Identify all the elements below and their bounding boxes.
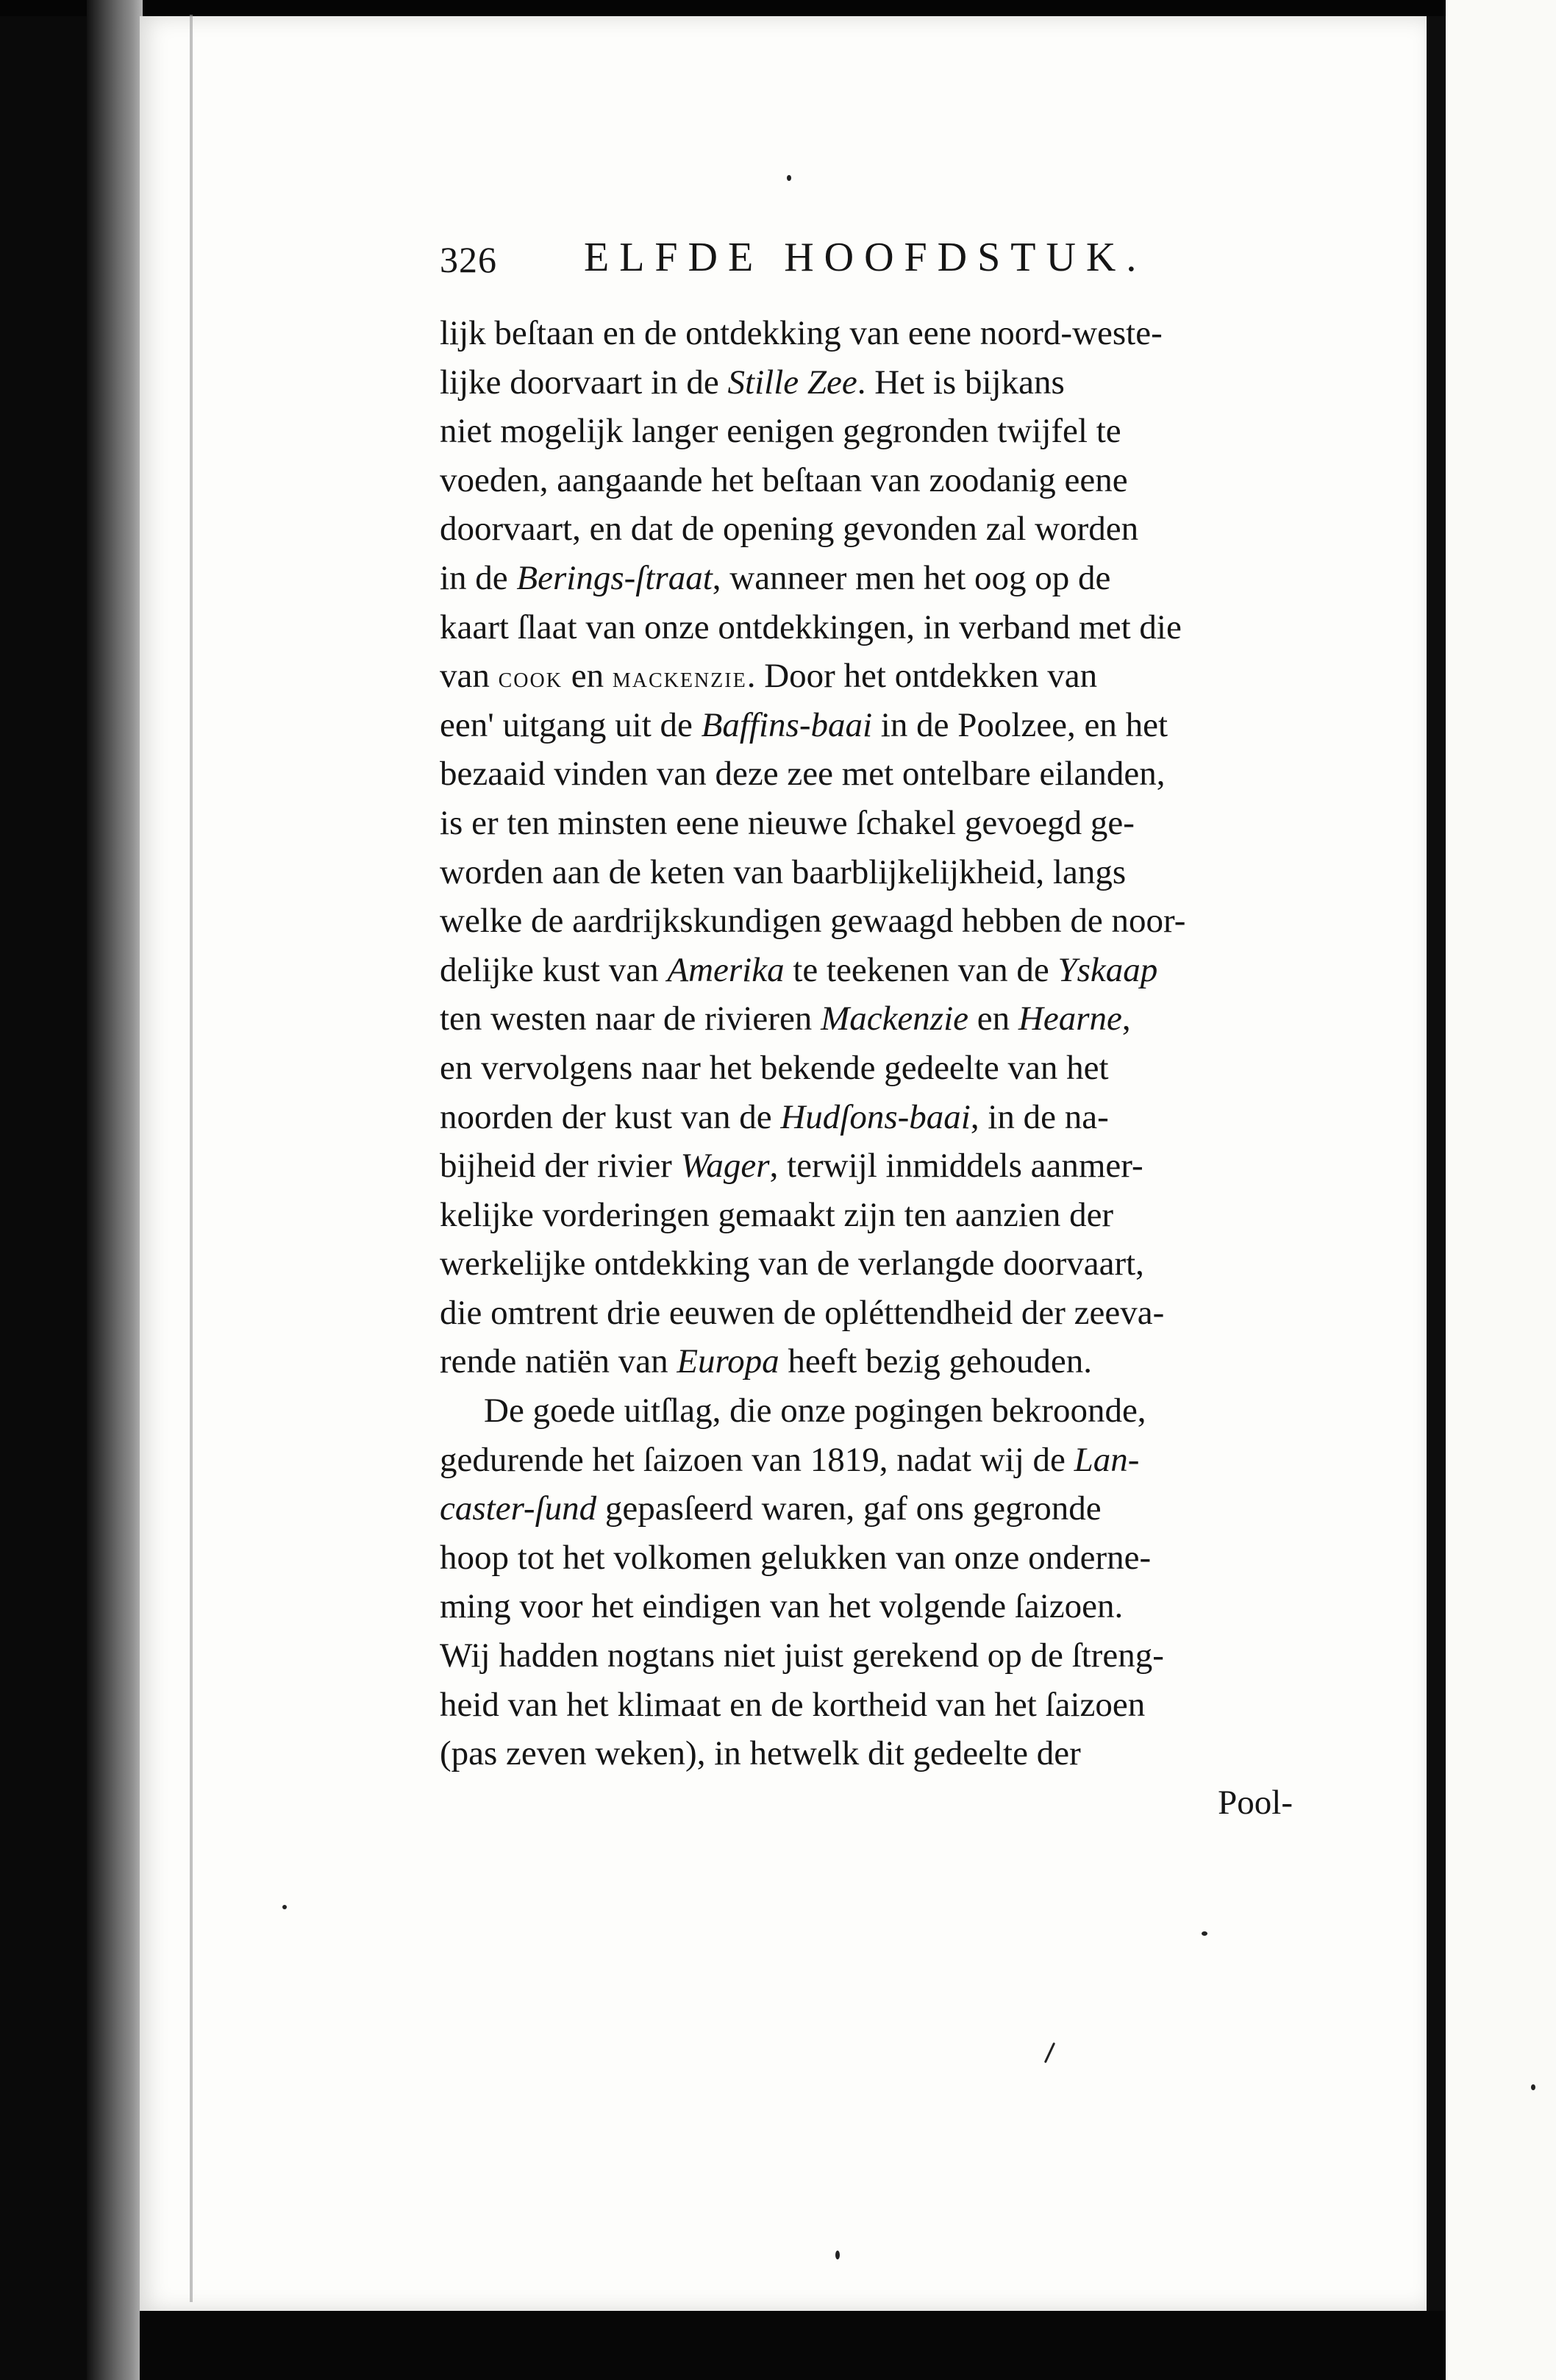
paper-speck (282, 1905, 287, 1909)
text-line: ming voor het eindigen van het volgende ſaizoen. (440, 1587, 1124, 1626)
running-title: ELFDE HOOFDSTUK. (584, 235, 1147, 280)
text-line: De goede uitſlag, die onze pogingen bekroonde, (484, 1392, 1146, 1431)
page-number: 326 (440, 239, 497, 280)
paper-speck (1531, 2084, 1535, 2090)
text-line: in de Berings-ſtraat, wanneer men het oog op de (440, 558, 1111, 597)
book-spine-shadow (87, 0, 143, 2380)
running-header (440, 234, 1293, 288)
text-line: caster-ſund gepasſeerd waren, gaf ons gegronde (440, 1489, 1102, 1528)
scan-bottom-border (140, 2311, 1446, 2380)
page-fore-edge (1427, 16, 1446, 2311)
text-line: kelijke vorderingen gemaakt zijn ten aanzien der (440, 1195, 1114, 1234)
paper-speck (835, 2251, 840, 2259)
text-line: een' uitgang uit de Baffins-baai in de Poolzee, en het (440, 705, 1168, 744)
text-line: heid van het klimaat en de kortheid van het ſaizoen (440, 1685, 1146, 1724)
text-line: voeden, aangaande het beſtaan van zoodanig eene (440, 460, 1128, 499)
text-line: doorvaart, en dat de opening gevonden zal worden (440, 510, 1139, 549)
text-line: bijheid der rivier Wager, terwijl inmiddels aanmer- (440, 1147, 1143, 1186)
text-line: hoop tot het volkomen gelukken van onze onderne- (440, 1538, 1152, 1577)
text-line: worden aan de keten van baarblijkelijkheid, langs (440, 852, 1127, 891)
text-line: lijke doorvaart in de Stille Zee. Het is bijkans (440, 363, 1065, 402)
text-line: noorden der kust van de Hudſons-baai, in de na- (440, 1097, 1109, 1136)
text-line: is er ten minsten eene nieuwe ſchakel gevoegd ge- (440, 803, 1135, 842)
text-line: gedurende het ſaizoen van 1819, nadat wij de Lan- (440, 1440, 1140, 1479)
text-line: ten westen naar de rivieren Mackenzie en Hearne, (440, 1000, 1131, 1038)
paper-speck (787, 175, 791, 181)
text-line: niet mogelijk langer eenigen gegronden twijfel te (440, 412, 1121, 451)
catchword: Pool- (1218, 1783, 1293, 1822)
text-line: die omtrent drie eeuwen de opléttendheid der zeeva- (440, 1293, 1165, 1332)
text-line: delijke kust van Amerika te teekenen van de Yskaap (440, 950, 1158, 989)
scan-top-border (0, 0, 1556, 16)
paper-speck (1202, 1931, 1207, 1936)
body-text (440, 309, 1293, 1827)
text-line: en vervolgens naar het bekende gedeelte van het (440, 1048, 1109, 1087)
text-line: werkelijke ontdekking van de verlangde doorvaart, (440, 1244, 1144, 1283)
text-line: van cook en mackenzie. Door het ontdekken van (440, 657, 1098, 696)
text-line: (pas zeven weken), in hetwelk dit gedeelte der (440, 1734, 1081, 1773)
text-line: rende natiën van Europa heeft bezig gehouden. (440, 1342, 1093, 1381)
text-line: lijk beſtaan en de ontdekking van eene noord-weste- (440, 314, 1163, 352)
adjacent-page-edge (1446, 0, 1556, 2380)
text-line: bezaaid vinden van deze zee met ontelbare eilanden, (440, 755, 1166, 794)
text-line: kaart ſlaat van onze ontdekkingen, in verband met die (440, 608, 1182, 646)
text-line: welke de aardrijkskundigen gewaagd hebben de noor- (440, 902, 1186, 941)
gutter-line (190, 15, 193, 2302)
text-line: Wij hadden nogtans niet juist gerekend op de ſtreng- (440, 1636, 1164, 1675)
